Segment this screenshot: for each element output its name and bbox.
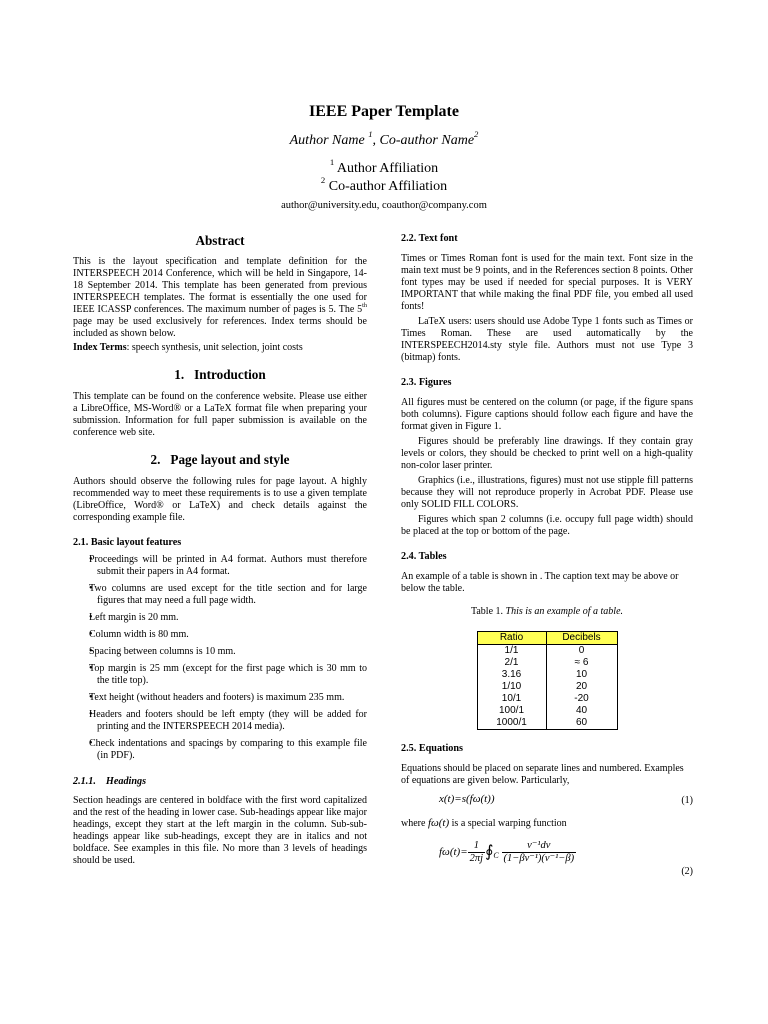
list-item: • Headers and footers should be left empty (they will be added for printing and the INTERSPEECH 2014 media). [73,709,367,733]
equation-2-body: fω(t)= $\frac{1}{2\pi j}$ $∮_C$ $\frac{\text{v⁻¹dv}}{\text{(1−βv⁻¹)(v⁻¹−β)}}$ [439,840,575,864]
equation-2-number: (2) [681,866,693,877]
equation-2 [401,836,693,884]
abstract-text: This is the layout specification and template definition for the INTERSPEECH 2014 Conference, which will be held in Singapore, 14-18 September 2014. This template has been generated from previous INTERSPEECH templates. The format is essentially the one used for IEEE ICASSP conferences. The maximum number of pages is 5. The 5th page may be used exclusively for references. Index terms should be included as shown below. [73,256,367,339]
tables-heading: 2.4. Tables [401,551,447,562]
affiliation-1-sup: 1 [329,157,335,168]
list-item: • Top margin is 25 mm (except for the first page which is 30 mm to the title top). [73,663,367,687]
author-line [0,131,768,151]
introduction-text: This template can be found on the conference website. Please use either a LibreOffice, MS-Word® or a LaTeX format file when preparing your submission. Information for full paper submission is available on the conference web site. [73,391,367,438]
table-row: 3.16 10 [477,669,617,681]
affiliation-1 [0,157,768,178]
headings-subheading: 2.1.1. Headings [73,776,147,787]
author-emails: author@university.edu, coauthor@company.com [281,200,487,211]
text-font-heading: 2.2. Text font [401,233,458,244]
table-row: 2/1 ≈ 6 [477,657,617,669]
author-sup: 1 [368,129,373,140]
table-header-row [477,632,617,645]
column-header-ratio: Ratio [477,632,546,645]
list-item: • Two columns are used except for the title section and for large figures that may need a full page width. [73,583,367,607]
table-row: 1000/1 60 [477,717,617,730]
affiliation-2-text: Co-author Affiliation [328,179,448,194]
table-row: 1/1 0 [477,645,617,658]
list-item: • Proceedings will be printed in A4 format. Authors must therefore submit their papers in A4 format. [73,554,367,578]
figures-p4: Figures which span 2 columns (i.e. occupy full page width) should be placed at the top or bottom of the page. [401,514,693,537]
author-name: Author Name [289,133,365,148]
figures-p2: Figures should be preferably line drawings. If they contain gray levels or colors, they should be checked to print well on a high-quality non-color laser printer. [401,436,693,471]
list-item: • Text height (without headers and footers) is maximum 235 mm. [73,692,367,704]
table-caption: Table 1. This is an example of a table. [470,606,624,617]
equations-text: Equations should be placed on separate lines and numbered. Examples of equations are given below. Particularly, [401,763,684,786]
index-terms: Index Terms: speech synthesis, unit selection, joint costs [73,342,303,353]
list-item: • Check indentations and spacings by comparing to this example file (in PDF). [73,738,367,762]
list-item: • Spacing between columns is 10 mm. [73,646,367,658]
ratio-decibel-table [477,631,618,730]
tables-text: An example of a table is shown in . The caption text may be above or below the table. [401,571,679,594]
list-item: • Left margin is 20 mm. [73,612,367,624]
affiliation-2-sup: 2 [320,175,326,186]
table-row: 100/1 40 [477,705,617,717]
abstract-heading: Abstract [195,233,245,248]
text-font-p2: LaTeX users: users should use Adobe Type 1 fonts such as Times or Times Roman. These are used automatically by the INTERSPEECH2014.sty style file. Authors must not use Type 3 (bitmap) fonts. [401,316,693,363]
layout-feature-list [73,554,367,762]
introduction-heading: 1. Introduction [174,367,266,382]
coauthor-name: , Co-author Name [372,133,475,148]
text-font-p1: Times or Times Roman font is used for the main text. Font size in the main text must be 9 points, and in the References section 8 points. Other font types may be used if needed for special purposes. It is VERY IMPORTANT that while making the final PDF file, you embed all used fonts! [401,253,693,312]
figures-heading: 2.3. Figures [401,377,452,388]
affiliation-1-text: Author Affiliation [336,161,439,176]
right-column [401,232,693,884]
coauthor-sup: 2 [474,129,479,140]
equation-1 [401,789,693,815]
equation-1-body: x(t)=s(fω(t)) [439,793,495,805]
affiliation-2 [0,175,768,196]
table-row: 10/1 -20 [477,693,617,705]
paper-title: IEEE Paper Template [309,103,459,120]
equation-1-number: (1) [681,795,693,806]
paper-header [0,100,768,213]
left-column [73,232,367,867]
page-layout-heading: 2. Page layout and style [150,452,290,467]
where-line: where fω(t) is a special warping function [401,817,567,829]
table-row: 1/10 20 [477,681,617,693]
headings-text: Section headings are centered in boldface with the first word capitalized and the rest of the heading in lower case. Sub-headings appear like major headings, except they start at the left margin in the column. Sub-sub-headings appear like sub-headings, except they are in italics and not boldface. See examples in this file. No more than 3 levels of headings should be used. [73,795,367,866]
basic-layout-heading: 2.1. Basic layout features [73,537,182,548]
list-item: • Column width is 80 mm. [73,629,367,641]
column-header-decibels: Decibels [546,632,617,645]
figures-p3: Graphics (i.e., illustrations, figures) must not use stipple fill patterns because they will not reproduce properly in Acrobat PDF. Please use only SOLID FILL COLORS. [401,475,693,510]
figures-p1: All figures must be centered on the column (or page, if the figure spans both columns). Figure captions should follow each figure and have the format given in Figure 1. [401,397,693,432]
warping-symbol: fω(t) [427,817,450,829]
page-layout-text: Authors should observe the following rules for page layout. A highly recommended way to meet these requirements is to use a given template (LibreOffice, Word® or LaTeX) and check details against the corresponding example file. [73,476,367,523]
equations-heading: 2.5. Equations [401,743,463,754]
